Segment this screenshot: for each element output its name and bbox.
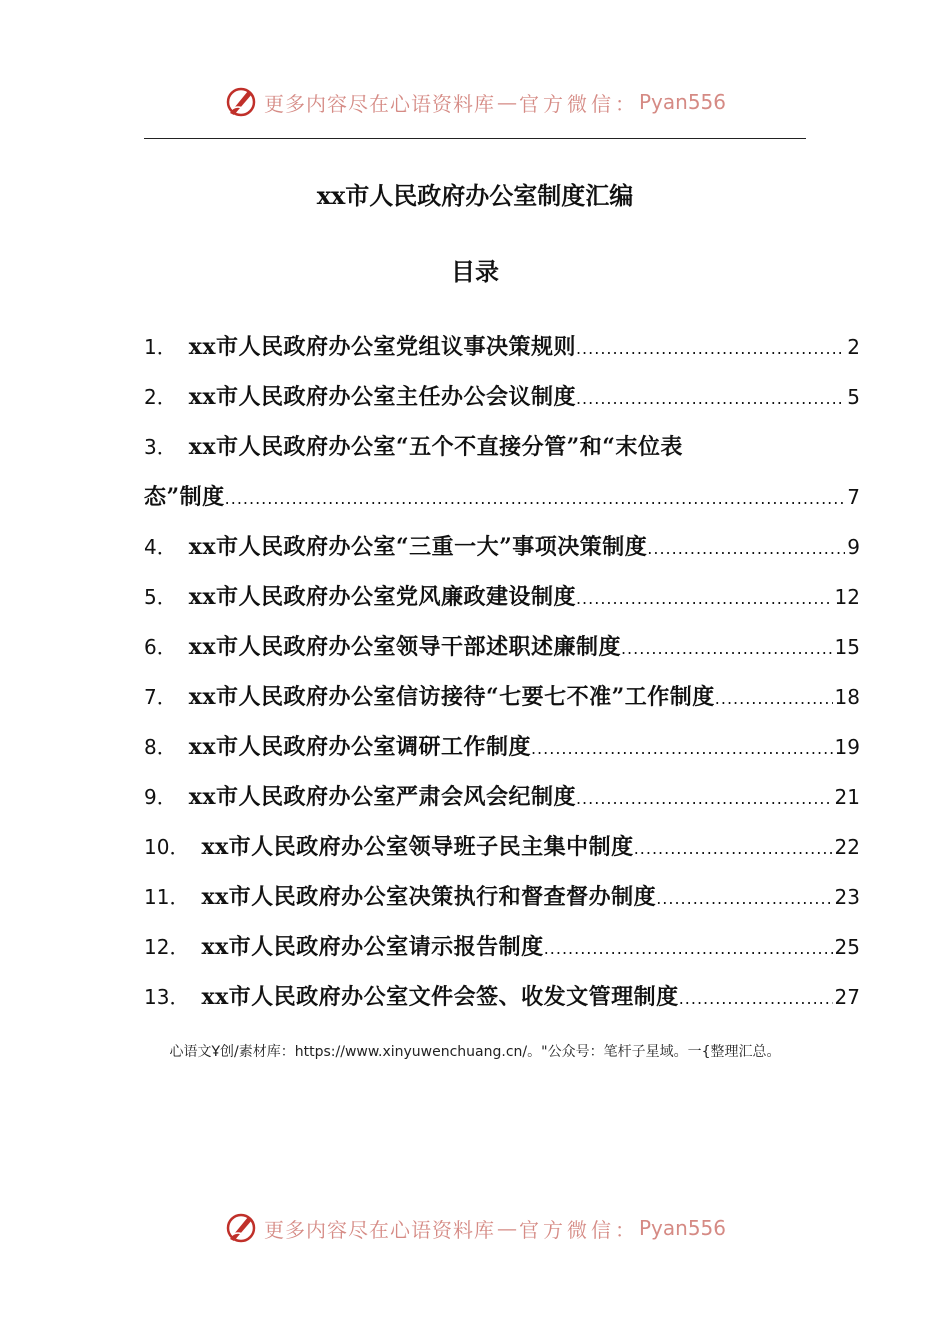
- toc-entry-continuation[interactable]: [144, 472, 860, 522]
- watermark-banner-top: [0, 82, 950, 122]
- document-title: xx市人民政府办公室制度汇编: [316, 181, 634, 210]
- toc-leader-dots: [225, 474, 846, 524]
- toc-entry-title: xx市人民政府办公室党风廉政建设制度: [188, 584, 576, 610]
- toc-entry-title: xx市人民政府办公室党组议事决策规则: [188, 334, 576, 360]
- watermark-wechat-label: 官方微信：: [518, 1217, 639, 1242]
- toc-entry-number: 9．: [144, 785, 177, 809]
- toc-leader-dots: [634, 824, 833, 874]
- toc-entry[interactable]: [144, 872, 860, 922]
- toc-leader-dots: [531, 724, 833, 774]
- toc-entry-title: xx市人民政府办公室“五个不直接分管”和“末位表: [188, 434, 683, 460]
- toc-entry[interactable]: [144, 922, 860, 972]
- toc-entry[interactable]: [144, 672, 860, 722]
- toc-entry-number: 7．: [144, 685, 177, 709]
- toc-entry[interactable]: [144, 422, 860, 472]
- toc-entry-number: 12．: [144, 935, 190, 959]
- toc-entry-title: xx市人民政府办公室领导班子民主集中制度: [201, 834, 634, 860]
- toc-entry-page: 22: [834, 835, 860, 859]
- watermark-separator: —: [496, 1216, 517, 1240]
- toc-entry-page: 12: [834, 585, 860, 609]
- pen-circle-logo-icon: [224, 85, 258, 119]
- toc-entry-title: xx市人民政府办公室严肃会风会纪制度: [188, 784, 576, 810]
- toc-entry-page: 7: [847, 485, 860, 509]
- toc-entry-title: xx市人民政府办公室调研工作制度: [188, 734, 531, 760]
- toc-entry-number: 2．: [144, 385, 177, 409]
- source-footnote: 心语文Ұ创/素材库：https://www.xinyuwenchuang.cn/。"公众号：笔杆子星域。一{整理汇总。: [169, 1044, 781, 1060]
- toc-leader-dots: [715, 674, 833, 724]
- toc-entry-page: 21: [834, 785, 860, 809]
- toc-entry-number: 13．: [144, 985, 190, 1009]
- toc-entry[interactable]: [144, 522, 860, 572]
- toc-entry-page: 5: [847, 385, 860, 409]
- toc-heading: 目录: [451, 257, 499, 286]
- toc-entry-title: xx市人民政府办公室请示报告制度: [201, 934, 544, 960]
- watermark-wechat-id: Pyan556: [638, 1216, 726, 1240]
- toc-entry-number: 3．: [144, 435, 177, 459]
- toc-leader-dots: [576, 324, 845, 374]
- toc-entry-page: 18: [834, 685, 860, 709]
- toc-entry[interactable]: [144, 572, 860, 622]
- toc-entry[interactable]: [144, 622, 860, 672]
- pen-circle-logo-icon: [224, 1211, 258, 1245]
- toc-leader-dots: [679, 974, 833, 1024]
- toc-entry-number: 6．: [144, 635, 177, 659]
- toc-leader-dots: [656, 874, 832, 924]
- toc-entry-title: xx市人民政府办公室主任办公会议制度: [188, 384, 576, 410]
- toc-entry-title-continued: 态”制度: [144, 484, 225, 510]
- toc-leader-dots: [621, 624, 833, 674]
- toc-entry[interactable]: [144, 972, 860, 1022]
- toc-entry-title: xx市人民政府办公室领导干部述职述廉制度: [188, 634, 621, 660]
- watermark-banner-bottom: [0, 1208, 950, 1248]
- toc-entry-number: 1．: [144, 335, 177, 359]
- watermark-text: 更多内容尽在心语资料库: [263, 1217, 495, 1242]
- toc-leader-dots: [544, 924, 833, 974]
- watermark-separator: —: [496, 90, 517, 114]
- toc-entry-page: 25: [834, 935, 860, 959]
- toc-entry[interactable]: [144, 772, 860, 822]
- toc-entry-number: 5．: [144, 585, 177, 609]
- toc-entry-title: xx市人民政府办公室文件会签、收发文管理制度: [201, 984, 679, 1010]
- toc-entry-page: 27: [834, 985, 860, 1009]
- toc-entry-number: 8．: [144, 735, 177, 759]
- toc-entry[interactable]: [144, 372, 860, 422]
- toc-entry-page: 15: [834, 635, 860, 659]
- toc-entry-page: 19: [834, 735, 860, 759]
- toc-entry-title: xx市人民政府办公室“三重一大”事项决策制度: [188, 534, 648, 560]
- toc-entry[interactable]: [144, 822, 860, 872]
- toc-entry-number: 11．: [144, 885, 190, 909]
- toc-entry-title: xx市人民政府办公室信访接待“七要七不准”工作制度: [188, 684, 715, 710]
- toc-entry-page: 2: [847, 335, 860, 359]
- toc-entry-title: xx市人民政府办公室决策执行和督查督办制度: [201, 884, 657, 910]
- watermark-wechat-label: 官方微信：: [518, 91, 639, 116]
- header-rule: [144, 138, 806, 139]
- toc-entry-page: 23: [834, 885, 860, 909]
- watermark-wechat-id: Pyan556: [638, 90, 726, 114]
- watermark-text: 更多内容尽在心语资料库: [263, 91, 495, 116]
- toc-entry-number: 4．: [144, 535, 177, 559]
- toc-leader-dots: [576, 374, 845, 424]
- toc-leader-dots: [647, 524, 845, 574]
- toc-entry[interactable]: [144, 722, 860, 772]
- toc-leader-dots: [576, 774, 833, 824]
- toc-entry-number: 10．: [144, 835, 190, 859]
- toc-entry-page: 9: [847, 535, 860, 559]
- toc-leader-dots: [576, 574, 833, 624]
- table-of-contents: [144, 322, 860, 1022]
- toc-entry[interactable]: [144, 322, 860, 372]
